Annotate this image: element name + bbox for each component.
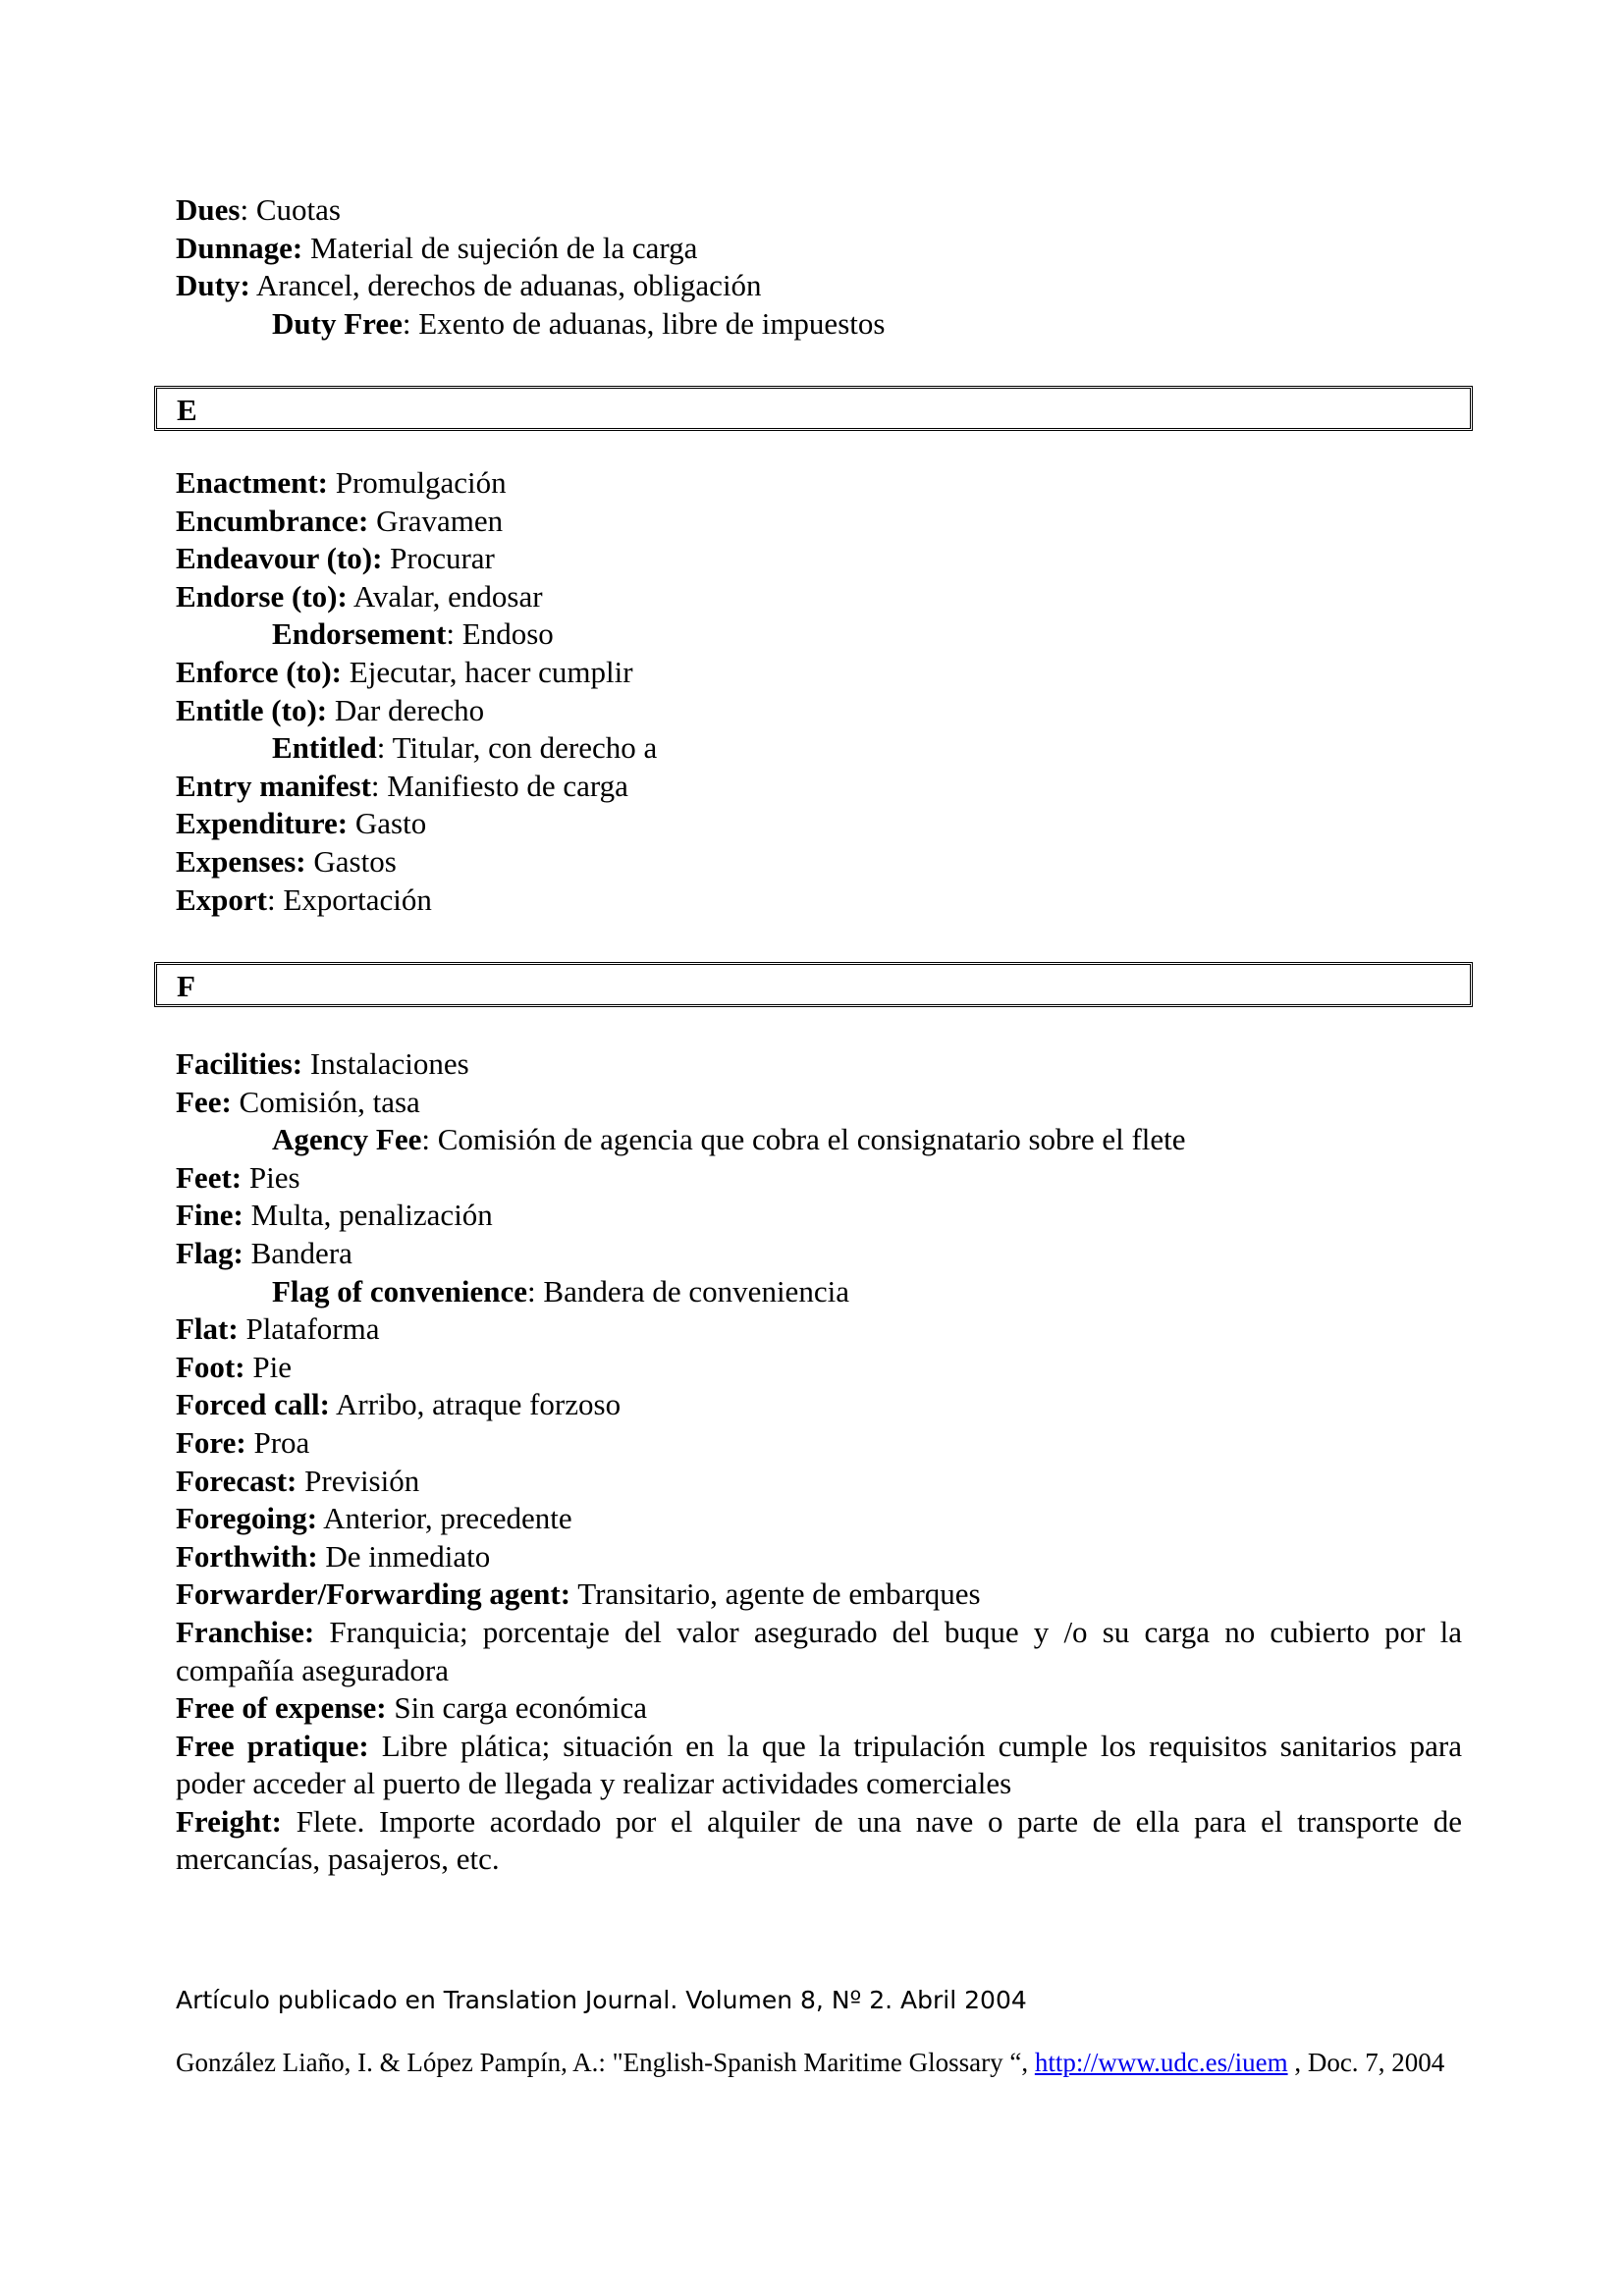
entry-definition: Instalaciones [309, 1046, 469, 1081]
entry-term: Enforce (to): [176, 654, 343, 689]
entry-definition: Pie [252, 1349, 292, 1384]
entry-definition: Exportación [283, 881, 432, 917]
entry-definition: Ejecutar, hacer cumplir [349, 654, 633, 689]
entry-separator: : [446, 616, 462, 652]
section-e-entries [176, 464, 1462, 919]
entry-separator [282, 1804, 297, 1839]
glossary-subentry [176, 1273, 1462, 1311]
entry-definition: Endoso [461, 616, 554, 652]
glossary-entry [176, 503, 1462, 541]
entry-separator: : [267, 881, 284, 917]
glossary-entry [176, 1614, 1462, 1689]
section-letter: E [177, 393, 197, 427]
entry-separator [368, 504, 376, 538]
entry-definition: Bandera [250, 1235, 352, 1270]
entry-separator [369, 1729, 382, 1763]
entry-term: Expenses: [176, 843, 306, 879]
glossary-entry [176, 1084, 1462, 1122]
entry-term: Dues [176, 192, 241, 227]
entry-separator [302, 1046, 310, 1081]
entry-definition: Multa, penalización [250, 1198, 493, 1233]
entry-term: Entitle (to): [176, 692, 328, 727]
footer-journal-note: Artículo publicado en Translation Journal. Volumen 8, Nº 2. Abril 2004 [176, 1986, 1027, 2014]
entry-separator [327, 693, 335, 727]
glossary-entry [176, 1689, 1462, 1728]
glossary-entry [176, 692, 1462, 730]
entry-definition: Pies [248, 1159, 300, 1195]
entry-term: Endeavour (to): [176, 541, 383, 576]
glossary-entry [176, 1538, 1462, 1576]
entry-term: Free of expense: [176, 1690, 387, 1726]
entry-definition: Franquicia; porcentaje del valor asegurado del buque y /o su carga no cubierto por la compañía aseguradora [176, 1614, 1462, 1687]
glossary-entry [176, 654, 1462, 692]
entry-definition: Flete. Importe acordado por el alquiler de una nave o parte de ella para el transporte de mercancías, pasajeros, etc. [176, 1803, 1463, 1877]
entry-term: Dunnage: [176, 230, 303, 265]
entry-separator [314, 1615, 329, 1649]
entry-definition: Previsión [304, 1463, 420, 1498]
entry-separator: : [421, 1122, 438, 1157]
entry-term: Free pratique: [176, 1728, 369, 1763]
entry-separator [302, 231, 310, 265]
glossary-entry [176, 843, 1462, 881]
entry-separator: : [527, 1273, 544, 1308]
entry-definition: Gravamen [376, 503, 504, 538]
entry-definition: Arancel, derechos de aduanas, obligación [255, 268, 762, 303]
entry-definition: Plataforma [245, 1311, 380, 1347]
entry-term: Duty Free [272, 305, 403, 341]
glossary-entry [176, 1235, 1462, 1273]
entry-separator [297, 1464, 304, 1498]
glossary-entry [176, 1463, 1462, 1501]
glossary-entry [176, 578, 1462, 616]
entry-term: Forwarder/Forwarding agent: [176, 1576, 571, 1612]
entry-term: Expenditure: [176, 806, 349, 841]
entry-definition: Comisión de agencia que cobra el consignatario sobre el flete [437, 1122, 1186, 1157]
section-d-entries [176, 191, 1462, 343]
entry-definition: Libre plática; situación en la que la tripulación cumple los requisitos sanitarios para poder acceder al puerto de llegada y realizar actividades comerciales [176, 1728, 1462, 1801]
entry-separator [232, 1085, 240, 1119]
footer-citation [176, 2047, 1462, 2078]
glossary-subentry [176, 615, 1462, 654]
citation-suffix: , Doc. 7, 2004 [1287, 2048, 1445, 2077]
glossary-entry [176, 1349, 1462, 1387]
entry-term: Endorsement [272, 616, 447, 652]
entry-definition: Dar derecho [334, 692, 485, 727]
entry-term: Facilities: [176, 1046, 303, 1081]
entry-term: Encumbrance: [176, 503, 369, 538]
glossary-entry [176, 1500, 1462, 1538]
glossary-entry [176, 464, 1462, 503]
entry-term: Forecast: [176, 1463, 298, 1498]
entry-separator: : [376, 730, 393, 766]
glossary-entry [176, 1424, 1462, 1463]
entry-definition: Sin carga económica [394, 1690, 648, 1726]
entry-definition: Cuotas [255, 192, 341, 227]
entry-term: Flat: [176, 1311, 239, 1347]
glossary-subentry [176, 729, 1462, 768]
entry-term: Export [176, 881, 267, 917]
glossary-entry [176, 1197, 1462, 1235]
glossary-entry [176, 540, 1462, 578]
entry-definition: Avalar, endosar [352, 578, 543, 614]
glossary-entry [176, 267, 1462, 305]
entry-separator [348, 806, 355, 840]
glossary-entry [176, 768, 1462, 806]
entry-term: Foregoing: [176, 1501, 318, 1536]
entry-separator [342, 655, 350, 689]
entry-separator [243, 1198, 251, 1232]
section-letter: F [177, 969, 195, 1003]
entry-separator: : [402, 305, 419, 341]
glossary-entry [176, 1045, 1462, 1084]
glossary-entry [176, 1310, 1462, 1349]
glossary-subentry [176, 1121, 1462, 1159]
entry-term: Agency Fee [272, 1122, 422, 1157]
glossary-subentry [176, 305, 1462, 344]
entry-definition: Anterior, precedente [323, 1501, 572, 1536]
glossary-entry [176, 191, 1462, 230]
entry-definition: Arribo, atraque forzoso [336, 1387, 622, 1422]
entry-term: Freight: [176, 1803, 282, 1839]
entry-term: Endorse (to): [176, 578, 348, 614]
entry-definition: Proa [253, 1424, 310, 1460]
entry-separator: : [240, 192, 256, 227]
entry-separator [242, 1160, 249, 1195]
citation-text: González Liaño, I. & López Pampín, A.: "English-Spanish Maritime Glossary “, [176, 2048, 1035, 2077]
entry-term: Foot: [176, 1349, 245, 1384]
entry-definition: Promulgación [335, 465, 507, 500]
section-f-header [154, 962, 1473, 1007]
entry-term: Fee: [176, 1084, 232, 1119]
entry-definition: Comisión, tasa [239, 1084, 420, 1119]
entry-definition: Transitario, agente de embarques [577, 1576, 981, 1612]
citation-link[interactable]: http://www.udc.es/iuem [1034, 2048, 1288, 2077]
entry-term: Enactment: [176, 465, 328, 500]
entry-term: Entitled [272, 730, 377, 766]
entry-definition: Material de sujeción de la carga [309, 230, 698, 265]
entry-separator [328, 465, 336, 500]
glossary-entry [176, 1386, 1462, 1424]
entry-definition: Procurar [390, 541, 495, 576]
entry-separator: : [370, 768, 388, 803]
glossary-entry [176, 1728, 1462, 1803]
entry-term: Duty: [176, 268, 250, 303]
glossary-entry [176, 1575, 1462, 1614]
entry-definition: Exento de aduanas, libre de impuestos [418, 305, 886, 341]
entry-term: Fore: [176, 1424, 246, 1460]
entry-definition: De inmediato [325, 1538, 491, 1574]
entry-term: Franchise: [176, 1614, 315, 1649]
section-f-entries [176, 1045, 1462, 1879]
glossary-entry [176, 1803, 1462, 1879]
glossary-entry [176, 230, 1462, 268]
glossary-entry [176, 805, 1462, 843]
entry-definition: Gasto [354, 806, 427, 841]
section-e-header [154, 386, 1473, 431]
entry-definition: Manifiesto de carga [387, 768, 628, 803]
entry-definition: Titular, con derecho a [392, 730, 658, 766]
entry-definition: Bandera de conveniencia [543, 1273, 849, 1308]
entry-term: Fine: [176, 1198, 243, 1233]
entry-term: Feet: [176, 1159, 243, 1195]
entry-separator [243, 1236, 251, 1270]
entry-separator [382, 541, 390, 575]
entry-term: Forced call: [176, 1387, 330, 1422]
glossary-entry [176, 881, 1462, 920]
entry-term: Forthwith: [176, 1538, 318, 1574]
entry-term: Entry manifest [176, 768, 371, 803]
entry-term: Flag: [176, 1235, 243, 1270]
entry-definition: Gastos [313, 843, 397, 879]
glossary-entry [176, 1159, 1462, 1198]
entry-term: Flag of convenience [272, 1273, 528, 1308]
